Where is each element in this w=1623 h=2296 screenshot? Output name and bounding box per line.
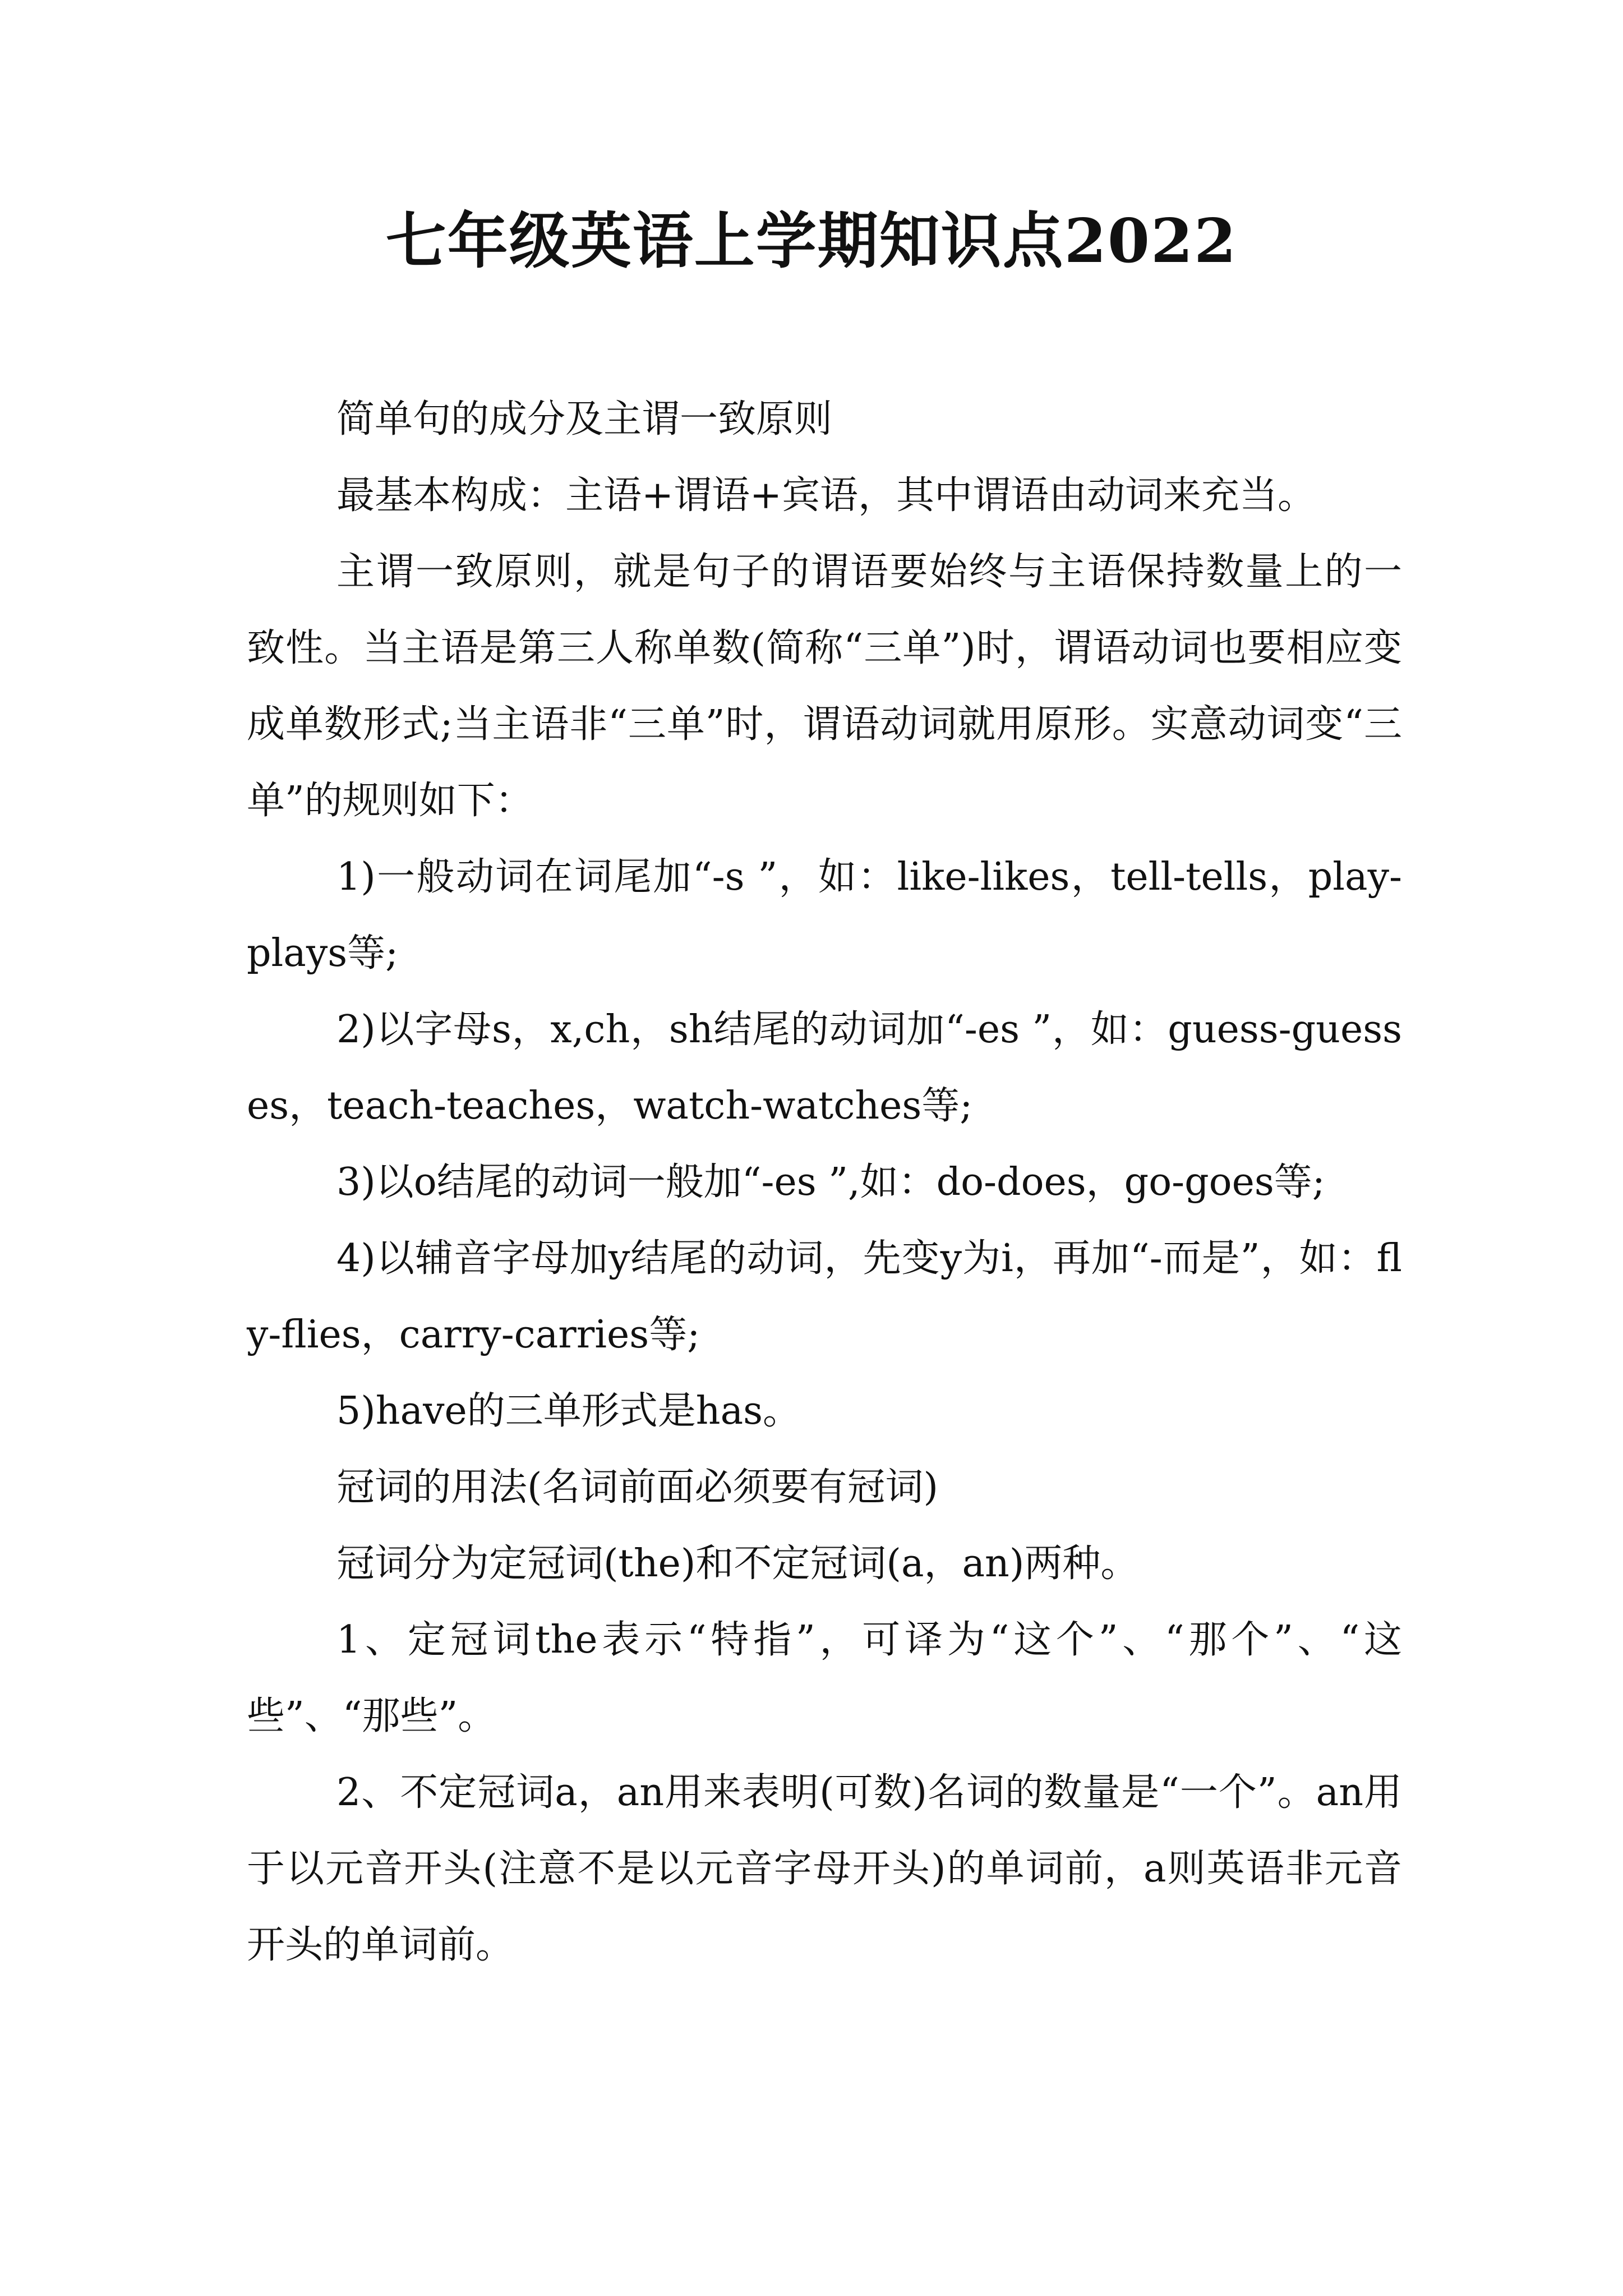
rule-item-5: 5)have的三单形式是has。	[336, 1389, 801, 1433]
heading-simple-sentence: 简单句的成分及主谓一致原则	[336, 397, 833, 441]
article-item-1: 1、定冠词the表示“特指”，可译为“这个”、“那个”、“这些”、“那些”。	[247, 1618, 1402, 1738]
paragraph-agreement-rule: 主谓一致原则，就是句子的谓语要始终与主语保持数量上的一致性。当主语是第三人称单数(简称“三单”)时，谓语动词也要相应变成单数形式;当主语非“三单”时，谓语动词就用原形。实意动词变“三单”的规则如下：	[247, 550, 1402, 823]
article-item-2: 2、不定冠词a，an用来表明(可数)名词的数量是“一个”。an用于以元音开头(注意不是以元音字母开头)的单词前，a则英语非元音开头的单词前。	[247, 1770, 1402, 1967]
rule-item-2: 2)以字母s，x,ch，sh结尾的动词加“-es ”，如：guess-guesses，teach-teaches，watch-watches等;	[247, 1007, 1402, 1128]
rule-item-4: 4)以辅音字母加y结尾的动词，先变y为i，再加“-而是”，如：fly-flies，carry-carries等;	[247, 1236, 1402, 1357]
rule-item-3: 3)以o结尾的动词一般加“-es ”,如：do-does，go-goes等;	[336, 1160, 1325, 1204]
paragraph-article-types: 冠词分为定冠词(the)和不定冠词(a，an)两种。	[336, 1542, 1139, 1586]
document-title: 七年级英语上学期知识点2022	[385, 206, 1238, 277]
paragraph-basic-structure: 最基本构成：主语+谓语+宾语，其中谓语由动词来充当。	[336, 473, 1316, 518]
heading-articles: 冠词的用法(名词前面必须要有冠词)	[336, 1465, 939, 1510]
document-body	[247, 381, 1402, 1984]
rule-item-1: 1)一般动词在词尾加“-s ”，如：like-likes，tell-tells，play-plays等;	[247, 855, 1402, 976]
